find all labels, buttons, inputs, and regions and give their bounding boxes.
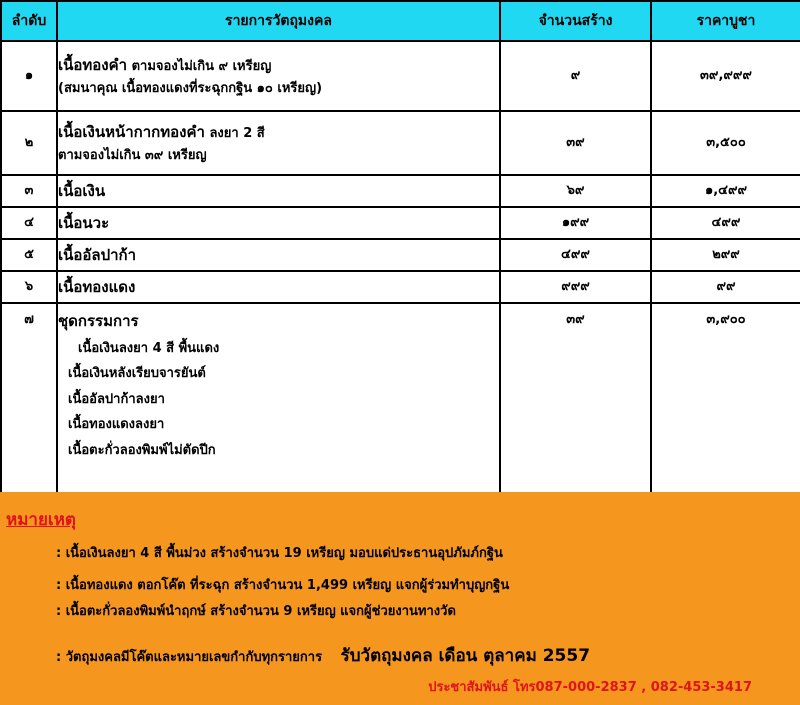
row-quantity: ๖๙ xyxy=(500,175,651,207)
table-row xyxy=(1,239,800,271)
row-item xyxy=(57,303,500,494)
note-line: : เนื้อตะกั่วลองพิมพ์นำฤกษ์ สร้างจำนวน 9 เหรียญ แจกผู้ช่วยงานทางวัด xyxy=(56,604,456,619)
row-number: ๒ xyxy=(1,111,57,175)
row-number: ๑ xyxy=(1,41,57,111)
list-item: เนื้ออัลปาก้าลงยา xyxy=(68,391,165,407)
row-item xyxy=(57,271,500,303)
row-price: ๓,๙๐๐ xyxy=(651,303,800,494)
row-item xyxy=(57,111,500,175)
contact-info: ประชาสัมพันธ์ โทร087-000-2837 , 082-453-3417 xyxy=(428,680,752,695)
list-item: เนื้อเงินหลังเรียบจารยันต์ xyxy=(68,366,206,382)
row-price: ๔๙๙ xyxy=(651,207,800,239)
row-quantity: ๓๙ xyxy=(500,111,651,175)
row-number: ๖ xyxy=(1,271,57,303)
note-line-pickup xyxy=(56,642,590,669)
list-item: เนื้อทองแดงลงยา xyxy=(68,417,165,433)
table-row xyxy=(1,175,800,207)
table-header-row xyxy=(1,1,800,41)
row-quantity: ๙ xyxy=(500,41,651,111)
row-number: ๓ xyxy=(1,175,57,207)
table-row xyxy=(1,111,800,175)
header-quantity: จำนวนสร้าง xyxy=(500,1,651,41)
row-item xyxy=(57,175,500,207)
table-row xyxy=(1,271,800,303)
item-desc: ลงยา 2 สี xyxy=(209,125,265,141)
row-price: ๓,๕๐๐ xyxy=(651,111,800,175)
row-quantity: ๓๙ xyxy=(500,303,651,494)
row-price: ๙๙ xyxy=(651,271,800,303)
item-name: เนื้อนวะ xyxy=(58,213,110,232)
notes-panel xyxy=(0,492,800,705)
row-quantity: ๔๙๙ xyxy=(500,239,651,271)
item-name: ชุดกรรมการ xyxy=(58,312,139,330)
item-name: เนื้อทองคำ xyxy=(58,55,128,74)
row-quantity: ๑๙๙ xyxy=(500,207,651,239)
item-name: เนื้ออัลปาก้า xyxy=(58,245,137,264)
row-number: ๕ xyxy=(1,239,57,271)
row-price: ๑,๔๙๙ xyxy=(651,175,800,207)
header-item: รายการวัตถุมงคล xyxy=(57,1,500,41)
item-name: เนื้อเงิน xyxy=(58,181,106,200)
header-order: ลำดับ xyxy=(1,1,57,41)
row-price: ๒๙๙ xyxy=(651,239,800,271)
note-line-text: : วัตถุมงคลมีโค๊ตและหมายเลขกำกับทุกรายการ xyxy=(56,650,323,665)
row-item xyxy=(57,239,500,271)
note-line: : เนื้อทองแดง ตอกโค๊ต ที่ระฉุก สร้างจำนวน 1,499 เหรียญ แจกผู้ร่วมทำบุญกฐิน xyxy=(56,578,510,593)
pickup-date-highlight: รับวัตถุมงคล เดือน ตุลาคม 2557 xyxy=(340,646,591,666)
row-price: ๓๙,๙๙๙ xyxy=(651,41,800,111)
row-number: ๔ xyxy=(1,207,57,239)
row-quantity: ๙๙๙ xyxy=(500,271,651,303)
notes-title: หมายเหตุ xyxy=(6,510,76,530)
row-number: ๗ xyxy=(1,303,57,494)
table-row xyxy=(1,303,800,494)
row-item xyxy=(57,41,500,111)
item-extra: ตามจองไม่เกิน ๓๙ เหรียญ xyxy=(58,147,207,163)
note-line: : เนื้อเงินลงยา 4 สี พื้นม่วง สร้างจำนวน 19 เหรียญ มอบแด่ประธานอุปภัมภ์กฐิน xyxy=(56,546,503,561)
item-desc: ตามจองไม่เกิน ๙ เหรียญ xyxy=(131,58,272,74)
item-extra: (สมนาคุณ เนื้อทองแดงที่ระฉุกกฐิน ๑๐ เหรียญ) xyxy=(58,80,323,96)
list-item: เนื้อตะกั่วลองพิมพ์ไม่ตัดปีก xyxy=(68,442,216,458)
list-item: เนื้อเงินลงยา 4 สี พื้นแดง xyxy=(78,340,220,356)
row-item xyxy=(57,207,500,239)
table-row xyxy=(1,207,800,239)
committee-set-list xyxy=(58,341,499,459)
header-price: ราคาบูชา xyxy=(651,1,800,41)
table-row xyxy=(1,41,800,111)
item-name: เนื้อเงินหน้ากากทองคำ xyxy=(58,122,205,141)
item-name: เนื้อทองแดง xyxy=(58,277,136,296)
